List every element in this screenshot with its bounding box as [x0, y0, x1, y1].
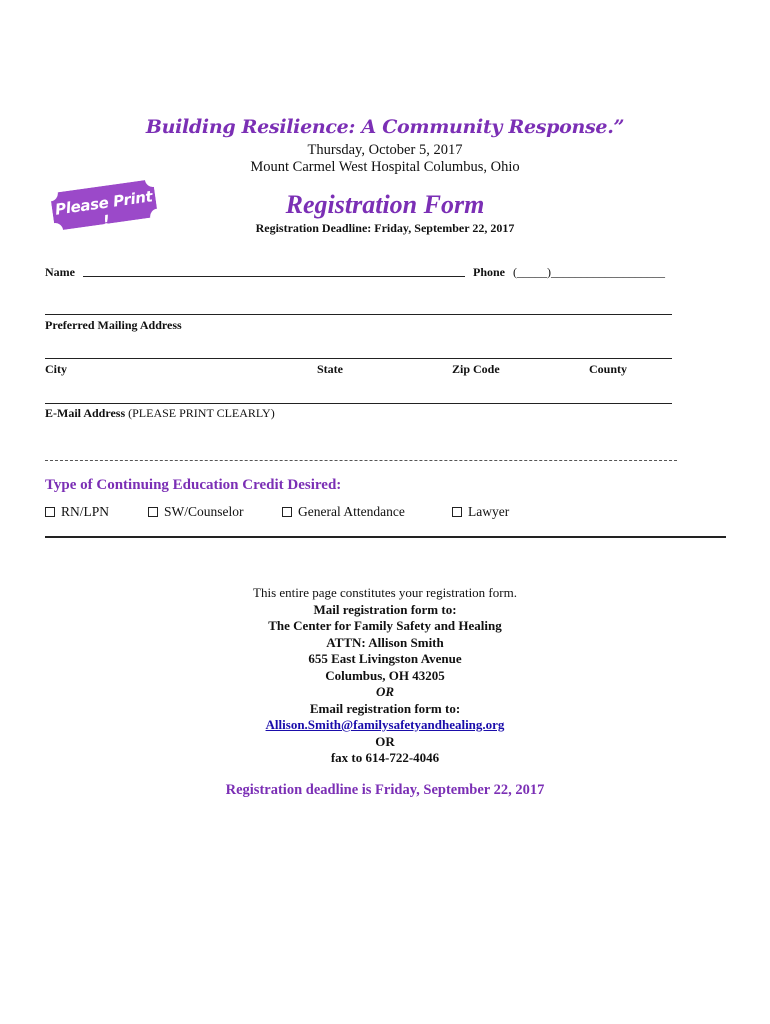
stamp-text: Please Print !: [53, 187, 154, 231]
mailing-instructions: [0, 585, 770, 767]
city-label: City: [45, 362, 67, 376]
option-label: SW/Counselor: [164, 504, 244, 519]
address-field[interactable]: [45, 314, 672, 315]
form-title: Registration Form: [285, 190, 485, 219]
event-date: Thursday, October 5, 2017: [307, 142, 463, 158]
email-field[interactable]: [45, 403, 672, 404]
mail-heading: Mail registration form to:: [313, 601, 457, 617]
cut-line-divider: [45, 460, 677, 461]
address-label: Preferred Mailing Address: [45, 318, 182, 332]
state-label: State: [317, 362, 343, 376]
option-label: General Attendance: [298, 504, 405, 519]
option-lawyer[interactable]: [452, 504, 509, 520]
option-label: Lawyer: [468, 504, 510, 519]
email-note: (PLEASE PRINT CLEARLY): [128, 406, 275, 420]
email-link[interactable]: Allison.Smith@familysafetyandhealing.org: [265, 717, 505, 732]
email-label: E-Mail Address: [45, 406, 126, 420]
zip-label: Zip Code: [452, 362, 500, 376]
name-field[interactable]: [83, 276, 465, 277]
checkbox-icon[interactable]: [452, 507, 462, 517]
option-sw-counselor[interactable]: [148, 504, 244, 520]
event-venue: Mount Carmel West Hospital Columbus, Ohio: [250, 159, 520, 175]
city-zip: Columbus, OH 43205: [325, 667, 445, 683]
intro-text: This entire page constitutes your registration form.: [253, 585, 517, 600]
email-heading: Email registration form to:: [309, 700, 461, 716]
event-title: Building Resilience: A Community Response.”: [145, 116, 625, 138]
county-label: County: [589, 362, 628, 376]
option-rn-lpn[interactable]: [45, 504, 109, 520]
please-print-stamp: [50, 179, 158, 231]
phone-label: Phone: [473, 265, 506, 279]
option-label: RN/LPN: [61, 504, 110, 519]
phone-field[interactable]: (_____)___________________: [513, 265, 665, 279]
credit-heading: Type of Continuing Education Credit Desired:: [45, 477, 342, 493]
street-address: 655 East Livingston Avenue: [308, 651, 462, 666]
name-label: Name: [45, 265, 75, 279]
org-name: The Center for Family Safety and Healing: [268, 618, 502, 633]
checkbox-icon[interactable]: [45, 507, 55, 517]
option-general-attendance[interactable]: [282, 504, 405, 520]
or-separator: OR: [375, 684, 395, 699]
or-separator-2: OR: [375, 733, 395, 749]
email-label-row: [45, 406, 275, 421]
city-state-zip-field[interactable]: [45, 358, 672, 359]
checkbox-icon[interactable]: [148, 507, 158, 517]
fax-line: fax to 614-722-4046: [330, 750, 440, 765]
checkbox-icon[interactable]: [282, 507, 292, 517]
footer-deadline: Registration deadline is Friday, September 22, 2017: [225, 782, 545, 798]
section-divider: [45, 536, 726, 538]
attn-line: ATTN: Allison Smith: [326, 634, 444, 650]
deadline-notice: Registration Deadline: Friday, September 22, 2017: [255, 221, 515, 235]
